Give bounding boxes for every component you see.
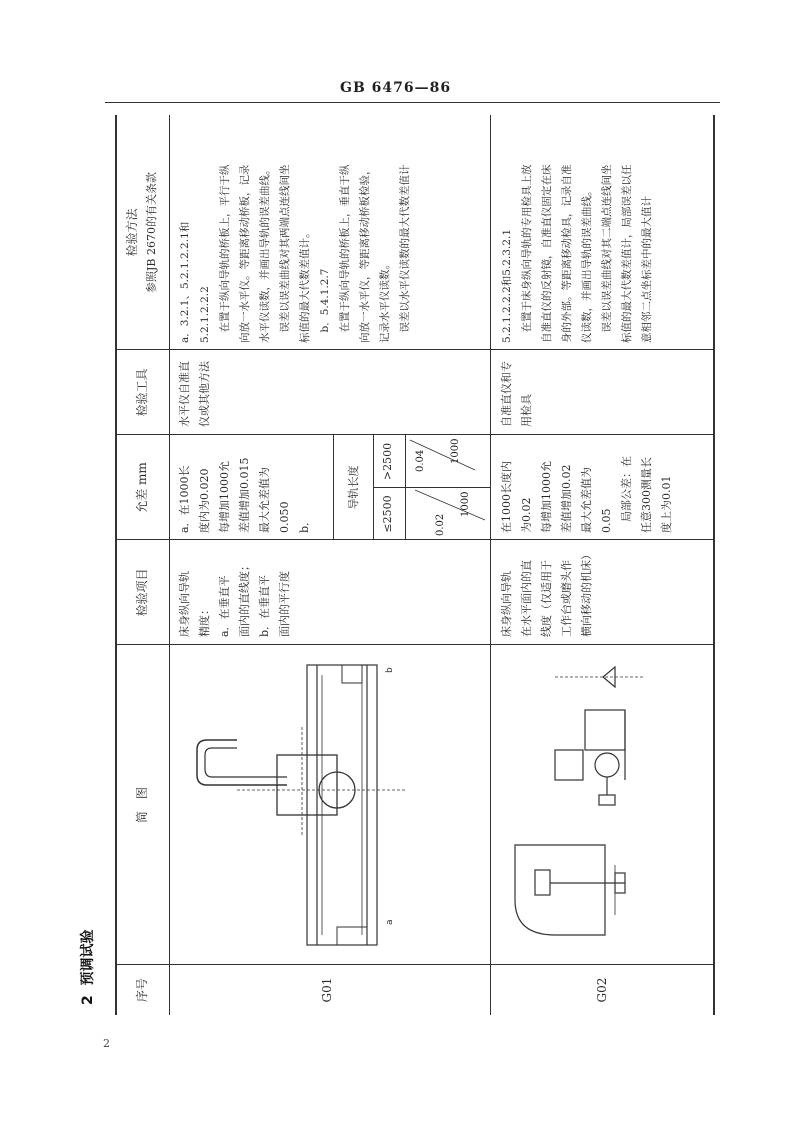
tolerance-line: 度上为0.01 [660, 475, 673, 533]
tolerance-line: 最大允差值为 [258, 467, 271, 533]
item-line: b．在垂直平 [258, 574, 271, 637]
g01-method [175, 117, 415, 343]
method-line: 误差以误差曲线对其二端点连线间坐 [601, 164, 613, 343]
header-tolerance: 允差 mm [135, 462, 149, 513]
method-line: 5.2.1.2.2.2和5.2.3.2.1 [501, 228, 513, 343]
reflector-mount [535, 870, 550, 895]
method-line: 在置于纵向导轨的桥板上，垂直于纵 [339, 164, 351, 343]
rail-block [585, 710, 625, 750]
row-separator [490, 115, 491, 1015]
method-line: 标值的最大代数差值计。 [299, 227, 311, 343]
standard-code: GB 6476—86 [340, 80, 452, 96]
g01-tools [175, 352, 215, 427]
item-line: 床身纵向导轨 [500, 571, 513, 637]
subtable-top [333, 435, 334, 540]
method-line: 误差以误差曲线对其两端点连线间坐 [279, 164, 291, 343]
item-line: 床身纵向导轨 [178, 571, 191, 637]
section-title-text: 预调试验 [80, 929, 96, 986]
header-rule [105, 102, 720, 103]
rotated-table [80, 115, 715, 1015]
method-line: 水平仪读数，并画出导轨的误差曲线。 [259, 164, 271, 343]
label-b: b [385, 667, 395, 673]
method-line: 5.2.1.2.2.2 [199, 286, 211, 343]
page-number: 2 [103, 1037, 110, 1050]
left-end-block [337, 927, 367, 945]
g01-item [175, 542, 295, 637]
method-line: 自准直仪的反射镜，自准直仪固定在床 [541, 164, 553, 343]
bed-profile [515, 845, 605, 935]
method-line: 意相邻二点坐标差中的最大值计 [641, 196, 653, 343]
item-line: 在水平面内的直 [520, 560, 533, 637]
method-line: 身的外部。等距离移动检具，记录自准 [561, 164, 573, 343]
subtable-col1: ≤2500 [381, 495, 394, 533]
subtable-col2: >2500 [381, 442, 394, 481]
table-bottom-rule [713, 115, 715, 1015]
tolerance-line: 差值增加0.02 [560, 464, 573, 533]
tolerance-line: b． [298, 514, 311, 533]
header-separator [169, 115, 170, 1015]
subtable-frac-num: 0.04 [415, 449, 426, 472]
g01-tolerance [175, 438, 315, 533]
subtable-frac-den2: 1000 [450, 438, 461, 464]
header-method-sub: 参照JB 2670的有关条款 [145, 172, 158, 293]
tools-line: 仪或其他方法 [198, 361, 211, 427]
subtable-header: 导轨长度 [347, 465, 360, 510]
method-line: a．3.2.1、5.2.1.2.2.1和 [179, 221, 191, 343]
row-seq-g02: G02 [595, 977, 609, 1003]
subtable-frac-den: 1000 [460, 491, 471, 517]
label-a: a [385, 919, 395, 925]
g02-item [497, 542, 597, 637]
item-line: 工作台或磨头作 [560, 560, 573, 637]
tolerance-line: 在1000长度内 [500, 461, 513, 533]
g02-tolerance [497, 438, 677, 533]
item-line: 精度： [198, 604, 211, 637]
tolerance-line: a．在1000长 [178, 465, 191, 533]
item-line: 面内的直线度； [238, 560, 251, 637]
method-line: 向放一水平仪，等距离移动桥板检验， [359, 164, 371, 343]
tolerance-line: 每增加1000允 [218, 461, 231, 533]
method-line: 标值的最大代数差值计，局部误差以任 [621, 164, 633, 343]
tolerance-line: 0.05 [600, 508, 613, 533]
item-line: 线度（仅适用于 [540, 560, 553, 637]
item-line: a．在垂直平 [218, 575, 231, 637]
tools-line: 水平仪自准直 [178, 361, 191, 427]
method-line: 记录水平仪读数。 [379, 259, 391, 343]
header-item: 检验项目 [135, 568, 149, 617]
tolerance-line: 每增加1000允 [540, 461, 553, 533]
tools-line: 自准直仪和专 [500, 361, 513, 427]
reflector-circle [595, 753, 619, 777]
method-line: 在置于床身纵向导轨的专用检具上放 [521, 164, 533, 343]
tolerance-line: 为0.02 [520, 497, 533, 533]
item-line: 横向移动的机床） [580, 549, 593, 637]
header-diagram: 简 图 [135, 787, 149, 824]
g02-diagram [495, 655, 710, 955]
col-separator [115, 644, 715, 645]
row-seq-g01: G01 [320, 977, 334, 1003]
subtable-slashes [405, 435, 490, 540]
item-line: 面内的平行度 [278, 571, 291, 637]
tolerance-line: 最大允差值为 [580, 467, 593, 533]
section-number: 2 [80, 995, 96, 1005]
header-tools: 检验工具 [135, 368, 149, 417]
bridge-u-inner [205, 748, 287, 777]
tolerance-line: 0.050 [278, 501, 291, 533]
method-line: 向放一水平仪。等距离移动桥板，记录 [239, 164, 251, 343]
bridge-u-outer [197, 740, 287, 785]
reflector-holder [599, 795, 615, 805]
right-end-block [342, 665, 362, 683]
g02-tools [497, 352, 537, 427]
tolerance-line: 差值增加0.015 [238, 457, 251, 533]
g01-diagram [177, 655, 477, 955]
tolerance-line: 度内为0.020 [198, 468, 211, 533]
tolerance-line: 局部公差：在 [620, 456, 633, 533]
method-line: 仪读数，并画出导轨的误差曲线。 [581, 185, 593, 343]
header-seq: 序号 [135, 978, 149, 1003]
header-method-title: 检验方法 [125, 208, 139, 257]
col-separator [115, 349, 715, 350]
method-line: 在置于纵向导轨的桥板上，平行于纵 [219, 164, 231, 343]
col-separator [115, 964, 715, 965]
tolerance-line: 任意300测量长 [640, 457, 653, 533]
table-top-rule [115, 115, 117, 1015]
subtable-val1: 0.02 [435, 513, 446, 536]
method-line: b．5.4.1.2.7 [319, 268, 331, 343]
g02-method [497, 117, 657, 343]
method-line: 误差以水平仪读数的最大代数差值计 [399, 164, 411, 343]
fixture-block [555, 750, 583, 780]
tools-line: 用检具 [520, 394, 533, 427]
section-title [77, 930, 97, 1006]
collimator-marker [603, 667, 615, 687]
